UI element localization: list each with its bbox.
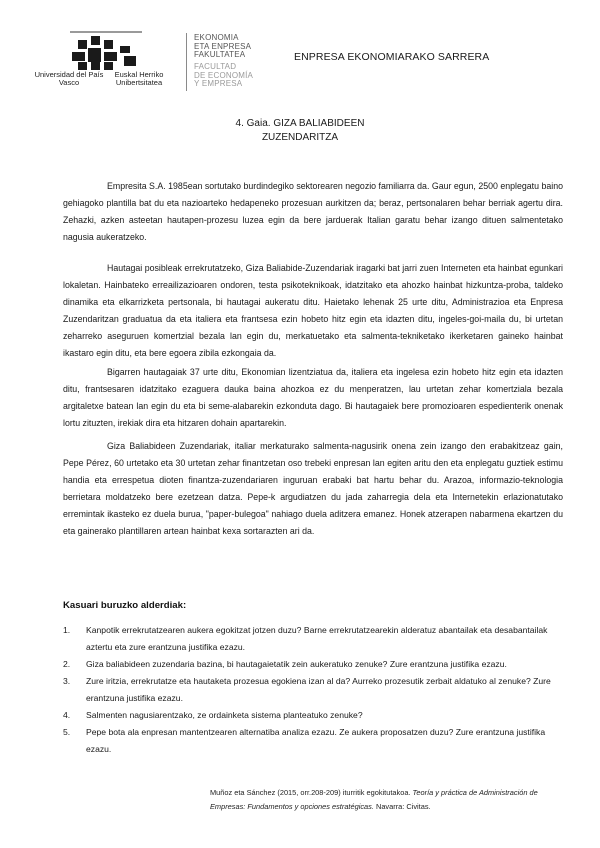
case-paragraph: Empresita S.A. 1985ean sortutako burdindegiko sektorearen negozio familiarra da. Gaur egun, 2500 enplegatu baino gehiagoko plantilla bat du eta nazioarteko hedapeneko prozesuan aurkitzen da; beraz, pertsonalaren behar berriak agertu dira. Zehazki, azken asteetan hautapen-prozesu luzea egin da bere jarduerak Italian garatu behar izango dituen salmentetako nagusia aukeratzeko. — [63, 181, 563, 242]
case-paragraph: Giza Baliabideen Zuzendariak, italiar merkaturako salmenta-nagusirik onena zein izango den erabakitzeaz gain, Pepe Pérez, 60 urtetako eta 30 urtetan zehar finantzetan oso trebeki enpresan lan egiten aritu den eta enplegatu guztiek estimu handia eta errespetua dioten finantza-zuzendariaren inguruan erabaki bat hartu behar du. Arazoa, informazio-teknologia berrietara moldatzeko bere ezetzean datza. Pepe-k argudiatzen du jada zaharregia dela eta Internetekin erlazionatutako erremintak ikasteko ez duela burua, "paper-bulegoa" nahiago duela aditzera emanez. Honek atzerapen nabarmena ekartzen du eta gainerako plantillaren artean hainbat kexa sortarazten ari da. — [63, 441, 563, 536]
case-paragraph: Bigarren hautagaiak 37 urte ditu, Ekonomian lizentziatua da, italiera eta ingelesa ezin hobeto hitz egin eta idazten ditu, frantsesaren idatzitako ezaguera dauka baina ahozkoa ez du menperatzen, lau urtetan zehar komertziala bezala argitaletxe batean lan egin du eta bi seme-alabarekin ezkonduta dago. Bi hautagaiek bere promozioaren espedienterik onenak lortu zituzten, irekiak dira eta hitzaren dohain apartarekin. — [63, 367, 563, 428]
list-item: 4. Salmenten nagusiarentzako, ze ordainketa sistema planteatuko zenuke? — [63, 710, 363, 720]
logo-rule — [70, 31, 142, 33]
topic-title: 4. Gaia. GIZA BALIABIDEEN — [235, 118, 365, 129]
university-name-eu: Euskal Herriko Unibertsitatea — [114, 70, 164, 87]
faculty-name-es: FACULTAD DE ECONOMÍA Y EMPRESA — [194, 62, 254, 88]
list-item: 3. Zure iritzia, errekrutatze eta hautaketa prozesua egokiena izan al da? Aurreko prozesutik zerbait aldatuko al zenuke? Zure erantzuna justifika ezazu. — [63, 676, 551, 703]
university-logo-icon — [72, 36, 142, 70]
list-item: 2. Giza baliabideen zuzendaria bazina, bi hautagaietatik zein aukeratuko zenuke? Zure erantzuna justifika ezazu. — [63, 659, 507, 669]
case-paragraph: Hautagai posibleak errekrutatzeko, Giza Baliabide-Zuzendariak iragarki bat jarri zuen Interneten eta hainbat egunkari lokaletan. Hainbateko erreailizazioaren ondoren, testa psikoteknikoak, idatzitako eta ahozko hainbat hizkuntza-proba, taldeko dinamika eta elkarrizketa pertsonala, bi hautagai aukeratu ditu. Haietako lehenak 25 urte ditu, Administrazioa eta Enpresa Zuzendaritzan graduatua da eta italiera eta frantsesa ezin hobeto hitz egin eta idazten ditu, ingeles-goi-maila du, bi urtetan zeharreko aseguruen komertzial bezala lan egin du, merkatuetako eta salmenta-tekniketako ikerketaren gaineko hainbat ikastaro egin ditu, eta bere egoera zibila ezkongaia da. — [63, 263, 563, 358]
university-name-es: Universidad del País Vasco — [34, 70, 104, 87]
list-item: 5. Pepe bota ala enpresan mantentzearen alternatiba analiza ezazu. Ze aukera proposatzen duzu? Zure erantzuna justifika ezazu. — [63, 727, 546, 754]
faculty-name-eu: EKONOMIA ETA ENPRESA FAKULTATEA — [194, 33, 252, 59]
course-title: ENPRESA EKONOMIARAKO SARRERA — [294, 51, 490, 63]
source-citation: Muñoz eta Sánchez (2015, orr.208-209) iturritik egokitutakoa. Teoría y práctica de Administración de Empresas: Fundamentos y opciones estratégicas. Navarra: Civitas. — [210, 788, 538, 811]
questions-heading: Kasuari buruzko alderdiak: — [63, 600, 187, 611]
questions-list — [63, 622, 563, 758]
topic-subtitle: ZUZENDARITZA — [261, 132, 339, 143]
header-divider — [186, 33, 187, 91]
list-item: 1. Kanpotik errekrutatzearen aukera egokitzat jotzen duzu? Barne errekrutatzearekin alderatuz abantailak eta desabantailak aztertu eta zure erantzuna justifika ezazu. — [63, 625, 548, 652]
